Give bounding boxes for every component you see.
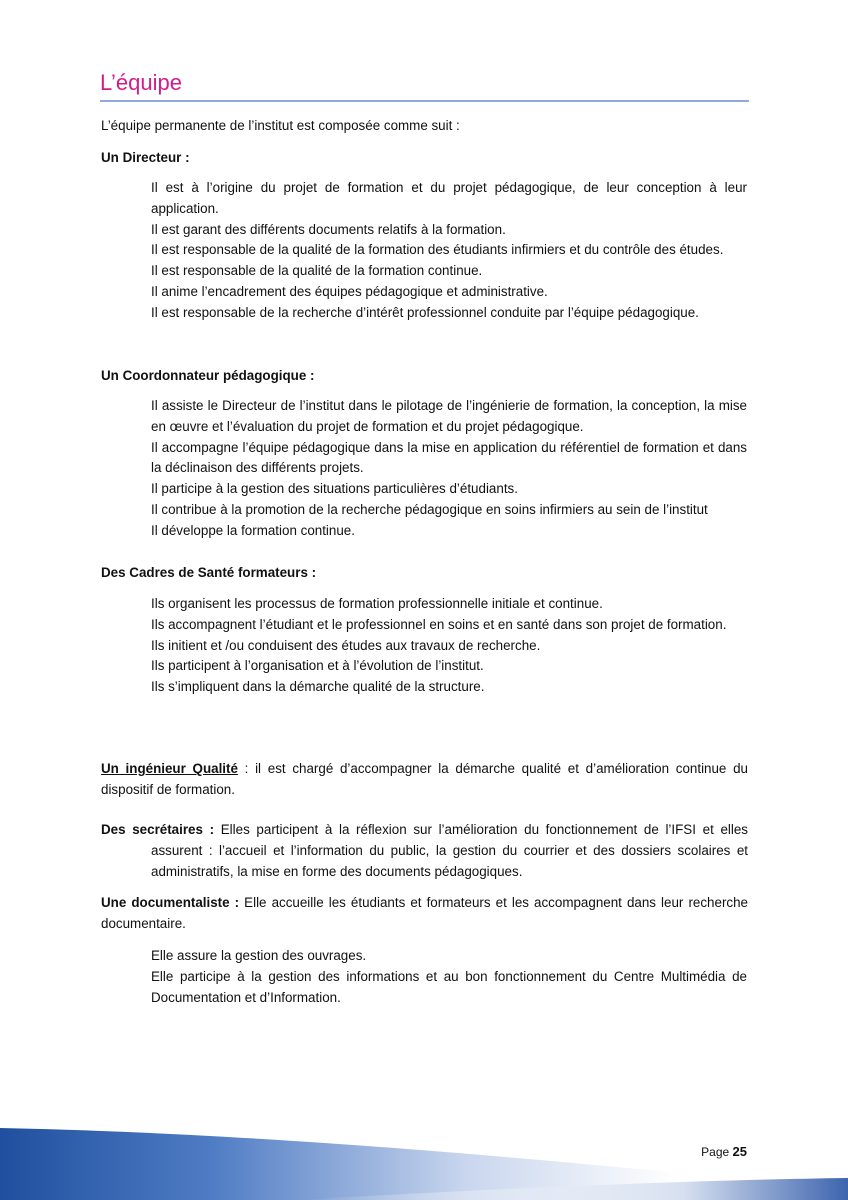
directeur-heading: Un Directeur :: [101, 150, 190, 165]
coordonnateur-item: Il développe la formation continue.: [151, 522, 355, 538]
cadres-item: Ils initient et /ou conduisent des études aux travaux de recherche.: [151, 637, 541, 653]
cadres-item: Ils accompagnent l’étudiant et le professionnel en soins et en santé dans son projet de formation.: [151, 616, 727, 632]
cadres-heading: Des Cadres de Santé formateurs :: [101, 565, 317, 580]
intro-text: L’équipe permanente de l’institut est composée comme suit :: [101, 118, 460, 133]
documentaliste-list: [151, 946, 747, 1008]
documentaliste-paragraph: [101, 893, 748, 935]
page-number: [701, 1144, 747, 1159]
directeur-item: Il est responsable de la qualité de la formation continue.: [151, 263, 483, 279]
secretaires-text: Elles participent à la réflexion sur l’amélioration du fonctionnement de l’IFSI et elles assurent : l’accueil et l’information du public, la gestion du courrier et des dossiers scolaires et administratifs, la mise en forme des documents pédagogiques.: [151, 822, 748, 879]
cadres-item: Ils s’impliquent dans la démarche qualité de la structure.: [151, 679, 485, 695]
ingenieur-label: Un ingénieur Qualité: [101, 761, 238, 776]
secretaires-label: Des secrétaires :: [101, 822, 215, 837]
coordonnateur-item: Il contribue à la promotion de la recherche pédagogique en soins infirmiers au sein de l’institut: [151, 501, 708, 517]
cadres-item: Ils participent à l’organisation et à l’évolution de l’institut.: [151, 658, 484, 674]
documentaliste-item: Elle assure la gestion des ouvrages.: [151, 948, 367, 963]
page-label: Page: [701, 1145, 730, 1159]
ingenieur-text: : il est chargé d’accompagner la démarche qualité et d’amélioration continue du dispositif de formation.: [101, 761, 748, 797]
title-underline: [100, 100, 749, 102]
ingenieur-paragraph: [101, 759, 748, 801]
directeur-item: Il est garant des différents documents relatifs à la formation.: [151, 221, 506, 237]
directeur-item: Il anime l’encadrement des équipes pédagogique et administrative.: [151, 283, 548, 299]
directeur-list: [151, 178, 747, 324]
coordonnateur-item: Il assiste le Directeur de l’institut dans le pilotage de l’ingénierie de formation, la conception, la mise en œuvre et l’évaluation du projet de formation et du projet pédagogique.: [151, 398, 747, 434]
directeur-item: Il est responsable de la qualité de la formation des étudiants infirmiers et du contrôle des études.: [151, 242, 724, 258]
coordonnateur-list: [151, 396, 747, 542]
cadres-item: Ils organisent les processus de formation professionnelle initiale et continue.: [151, 596, 603, 611]
directeur-item: Il est responsable de la recherche d’intérêt professionnel conduite par l’équipe pédagogique.: [151, 304, 699, 320]
page-title: L’équipe: [100, 70, 182, 95]
directeur-item: Il est à l’origine du projet de formation et du projet pédagogique, de leur conception à leur application.: [151, 180, 747, 216]
documentaliste-text: Elle accueille les étudiants et formateurs et les accompagnent dans leur recherche documentaire.: [101, 895, 748, 931]
coordonnateur-heading: Un Coordonnateur pédagogique :: [101, 368, 315, 383]
coordonnateur-item: Il accompagne l’équipe pédagogique dans la mise en application du référentiel de formation et dans la déclinaison des différents projets.: [151, 439, 747, 476]
footer-wave-decoration: [0, 1128, 848, 1200]
documentaliste-label: Une documentaliste :: [101, 895, 240, 910]
coordonnateur-item: Il participe à la gestion des situations particulières d’étudiants.: [151, 481, 518, 497]
cadres-list: [151, 594, 747, 698]
secretaires-paragraph: [101, 820, 748, 882]
documentaliste-item: Elle participe à la gestion des informations et au bon fonctionnement du Centre Multimédia de Documentation et d’Information.: [151, 968, 747, 1005]
page-number-value: 25: [732, 1144, 747, 1159]
